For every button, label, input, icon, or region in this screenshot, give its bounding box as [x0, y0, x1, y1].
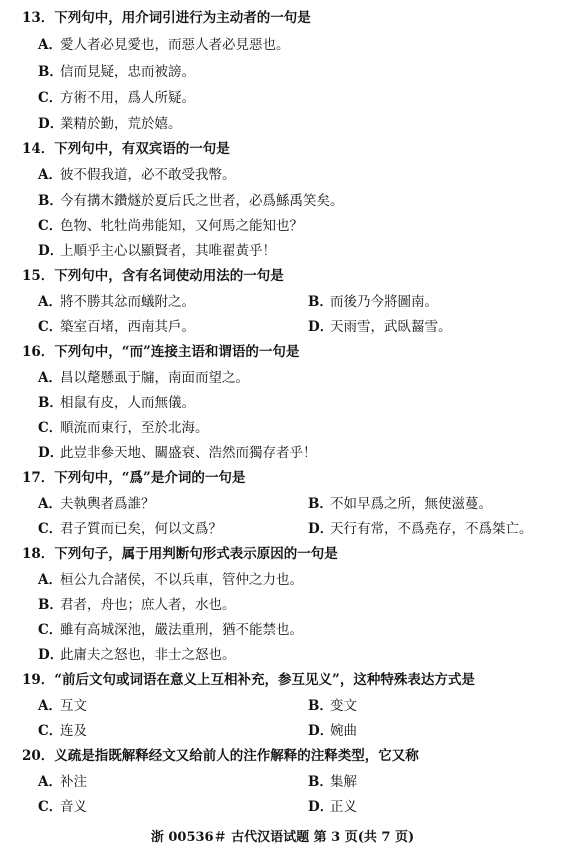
question-13-option-d: D．業精於勤，荒於嬉。 [38, 116, 182, 132]
question-19-option-b: B．变文 [308, 698, 357, 714]
question-19-option-a: A．互文 [38, 698, 87, 714]
question-17-option-c: C．君子質而已矣，何以文爲？ [38, 521, 222, 537]
question-16-option-c: C．順流而東行，至於北海。 [38, 420, 209, 436]
question-14-option-c: C．色物、牝牡尚弗能知，又何馬之能知也？ [38, 218, 303, 234]
question-14-option-d: D．上順乎主心以顯賢者，其唯翟黃乎！ [38, 243, 276, 259]
question-17-stem: 17．下列句中，“爲”是介词的一句是 [22, 470, 246, 486]
question-16-option-a: A．昌以氂懸虱于牖，南面而望之。 [38, 370, 249, 386]
question-19-option-d: D．婉曲 [308, 723, 357, 739]
question-18-stem: 18．下列句子，属于用判断句形式表示原因的一句是 [22, 546, 338, 562]
question-14-option-b: B．今有搆木鑽燧於夏后氏之世者，必爲鯀禹笑矣。 [38, 193, 344, 209]
question-16-stem: 16．下列句中，“而”连接主语和谓语的一句是 [22, 344, 300, 360]
question-15-option-c: C．築室百堵，西南其戶。 [38, 319, 195, 335]
question-19-option-c: C．连及 [38, 723, 87, 739]
question-18-option-d: D．此庸夫之怒也，非士之怒也。 [38, 647, 236, 663]
question-13-stem: 13．下列句中，用介词引进行为主动者的一句是 [22, 10, 311, 26]
question-18-option-b: B．君者，舟也；庶人者，水也。 [38, 597, 236, 613]
question-19-stem: 19．“前后文句或词语在意义上互相补充，参互见义”，这种特殊表达方式是 [22, 672, 475, 688]
question-15-option-d: D．天雨雪，武臥齧雪。 [308, 319, 452, 335]
question-13-option-c: C．方術不用，爲人所疑。 [38, 90, 195, 106]
question-13-option-a: A．愛人者必見愛也，而惡人者必見惡也。 [38, 37, 290, 53]
question-16-option-d: D．此豈非參天地、關盛衰、浩然而獨存者乎！ [38, 445, 317, 461]
question-20-stem: 20．义疏是指既解释经文又给前人的注作解释的注释类型，它又称 [22, 748, 419, 764]
question-20-option-c: C．音义 [38, 799, 87, 815]
question-15-stem: 15．下列句中，含有名词使动用法的一句是 [22, 268, 284, 284]
question-14-option-a: A．彼不假我道，必不敢受我幣。 [38, 167, 236, 183]
question-17-option-b: B．不如早爲之所，無使滋蔓。 [308, 496, 492, 512]
question-13-option-b: B．信而見疑，忠而被謗。 [38, 64, 195, 80]
question-20-option-a: A．补注 [38, 774, 87, 790]
question-17-option-d: D．天行有常，不爲堯存，不爲桀亡。 [308, 521, 533, 537]
question-18-option-c: C．雖有高城深池，嚴法重刑，猶不能禁也。 [38, 622, 303, 638]
question-15-option-a: A．將不勝其忿而蟻附之。 [38, 294, 195, 310]
question-18-option-a: A．桓公九合諸侯，不以兵車，管仲之力也。 [38, 572, 303, 588]
page-footer: 浙 00536＃ 古代汉语试题 第 3 页(共 7 页) [150, 830, 415, 845]
question-15-option-b: B．而後乃今將圖南。 [308, 294, 438, 310]
question-14-stem: 14．下列句中，有双宾语的一句是 [22, 141, 230, 157]
question-16-option-b: B．相鼠有皮，人而無儀。 [38, 395, 195, 411]
question-20-option-d: D．正义 [308, 799, 357, 815]
question-20-option-b: B．集解 [308, 774, 357, 790]
question-17-option-a: A．夫執輿者爲誰？ [38, 496, 155, 512]
